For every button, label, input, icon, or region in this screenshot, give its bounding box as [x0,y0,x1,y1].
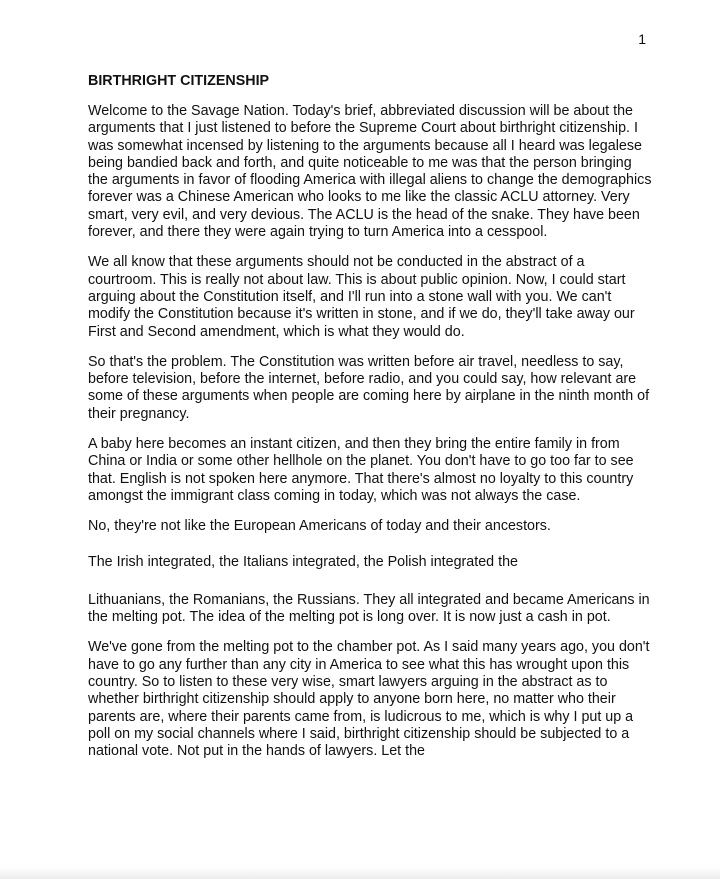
page-bottom-edge [0,867,720,879]
paragraph: So that's the problem. The Constitution was written before air travel, needless to say, before television, before the internet, before radio, and you could say, how relevant are some of these arguments when people are coming here by airplane in the ninth month of their pregnancy. [88,353,650,422]
paragraph: Welcome to the Savage Nation. Today's brief, abbreviated discussion will be about the arguments that I just listened to before the Supreme Court about birthright citizenship. I was somewhat incensed by listening to the arguments because all I heard was legalese being bandied back and forth, and quite noticeable to me was that the person bringing the arguments in favor of flooding America with illegal aliens to change the demographics forever was a Chinese American who looks to me like the classic ACLU attorney. Very smart, very evil, and very devious. The ACLU is the head of the snake. They have been forever, and there they were again trying to turn America into a cesspool. [88,103,652,241]
document-body [88,72,653,774]
page-number: 1 [638,31,646,47]
paragraph: We all know that these arguments should not be conducted in the abstract of a courtroom. This is really not about law. This is about public opinion. Now, I could start arguing about the Constitution itself, and I'll run into a stone wall with you. We can't modify the Constitution because it's written in stone, and if we do, they'll take away our First and Second amendment, which is what they would do. [88,254,635,340]
paragraph: A baby here becomes an instant citizen, and then they bring the entire family in from China or India or some other hellhole on the planet. You don't have to go too far to see that. English is not spoken here anymore. That there's almost no loyalty to this country amongst the immigrant class coming in today, which was not always the case. [88,436,634,504]
paragraph: No, they're not like the European Americans of today and their ancestors. [88,518,551,535]
paragraph: We've gone from the melting pot to the chamber pot. As I said many years ago, you don't have to go any further than any city in America to see what this has wrought upon this country. So to listen to these very wise, smart lawyers arguing in the abstract as to whether birthright citizenship should apply to anyone born here, no matter who their parents are, where their parents came from, is ludicrous to me, which is why I put up a poll on my social channels where I said, birthright citizenship should be subjected to a national vote. Not put in the hands of lawyers. Let the [88,639,650,760]
document-title: BIRTHRIGHT CITIZENSHIP [88,73,270,89]
paragraph: The Irish integrated, the Italians integrated, the Polish integrated the [88,553,518,570]
paragraph: Lithuanians, the Romanians, the Russians. They all integrated and became Americans in the melting pot. The idea of the melting pot is long over. It is now just a cash in pot. [88,591,650,626]
